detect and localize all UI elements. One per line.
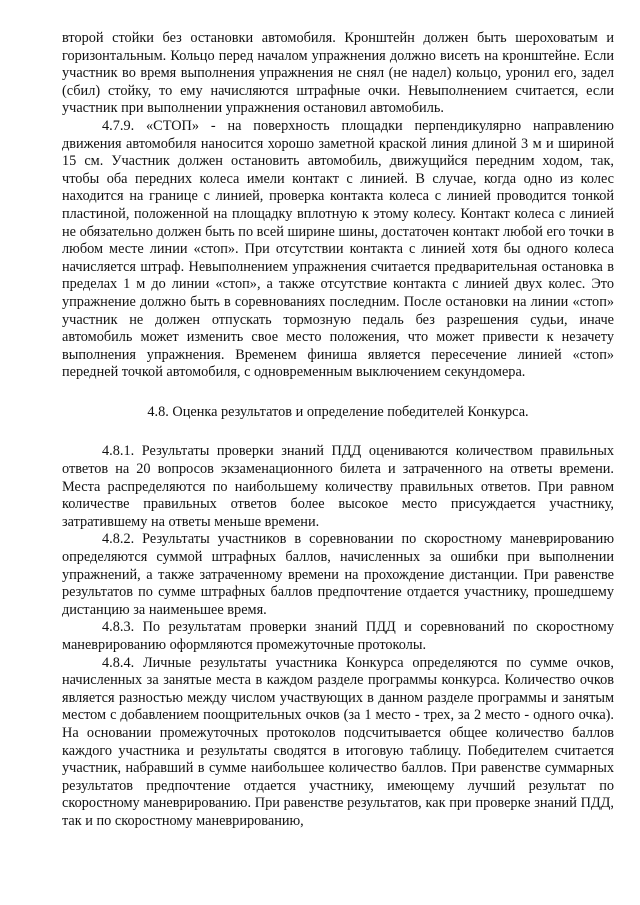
spacer bbox=[62, 382, 614, 404]
paragraph-4-8-3: 4.8.3. По результатам проверки знаний ПДД и соревнований по скоростному маневрированию оформляются промежуточные протоколы. bbox=[62, 619, 614, 653]
section-heading: 4.8. Оценка результатов и определение победителей Конкурса. bbox=[147, 403, 529, 420]
paragraph-4-8-2: 4.8.2. Результаты участников в соревновании по скоростному маневрированию определяются суммой штрафных баллов, начисленных за ошибки при выполнении упражнений, а также затраченному времени на прохождение дистанции. При равенстве результатов по сумме штрафных баллов предпочтение отдается участнику, прошедшему дистанцию за наименьшее время. bbox=[62, 531, 614, 618]
paragraph-4-8-1: 4.8.1. Результаты проверки знаний ПДД оцениваются количеством правильных ответов на 20 вопросов экзаменационного билета и затраченного на ответы времени. Места распределяются по наибольшему количеству правильных ответов. При равном количестве правильных ответов более высокое место присуждается участнику, затратившему на ответы меньше времени. bbox=[62, 443, 614, 530]
paragraph-continuation: второй стойки без остановки автомобиля. Кронштейн должен быть шероховатым и горизонтальным. Кольцо перед началом упражнения должно висеть на кронштейне. Если участник во время выполнения упражнения не снял (не надел) кольцо, уронил его, задел (сбил) стойку, то ему начисляются штрафные очки. Невыполнением считается, если участник при выполнении упражнения остановил автомобиль. bbox=[62, 30, 614, 117]
paragraph-4-7-9-stop: 4.7.9. «СТОП» - на поверхность площадки перпендикулярно направлению движения автомобиля наносится хорошо заметной краской линия длиной 3 м и шириной 15 см. Участник должен остановить автомобиль, движущийся передним ходом, так, чтобы оба передних колеса имели контакт с линией. В случае, когда одно из колес находится на границе с линией, проверка контакта колеса с линией проводится тонкой пластиной, положенной на площадку вплотную к этому колесу. Контакт колеса с линией не обязательно должен быть по всей ширине шины, достаточен контакт любой его точки в любом месте линии «стоп». При отсутствии контакта с линией хотя бы одного колеса начисляется штраф. Невыполнением упражнения считается предварительная остановка в пределах 1 м до линии «стоп», а также отсутствие контакта с линией двух колес. Это упражнение должно быть в соревнованиях последним. После остановки на линии «стоп» участник не должен отпускать тормозную педаль без разрешения судьи, иначе автомобиль может изменить свое место положения, что может привести к незачету выполнения упражнения. Временем финиша является пересечение линией «стоп» передней точкой автомобиля, с одновременным выключением секундомера. bbox=[62, 117, 615, 381]
spacer bbox=[62, 421, 614, 443]
paragraph-4-8-4: 4.8.4. Личные результаты участника Конкурса определяются по сумме очков, начисленных за занятые места в каждом разделе программы конкурса. Количество очков является разностью между числом участвующих в данном разделе программы и занятым местом с добавлением поощрительных очков (за 1 место - трех, за 2 место - одного очка). На основании промежуточных протоколов подсчитывается общее количество баллов каждого участника и результаты сводятся в итоговую таблицу. Победителем считается участник, набравший в сумме наибольшее количество баллов. При равенстве суммарных результатов предпочтение отдается участнику, имеющему лучший результат по скоростному маневрированию. При равенстве результатов, как при проверке знаний ПДД, так и по скоростному маневрированию, bbox=[62, 654, 614, 829]
document-page bbox=[62, 30, 614, 831]
